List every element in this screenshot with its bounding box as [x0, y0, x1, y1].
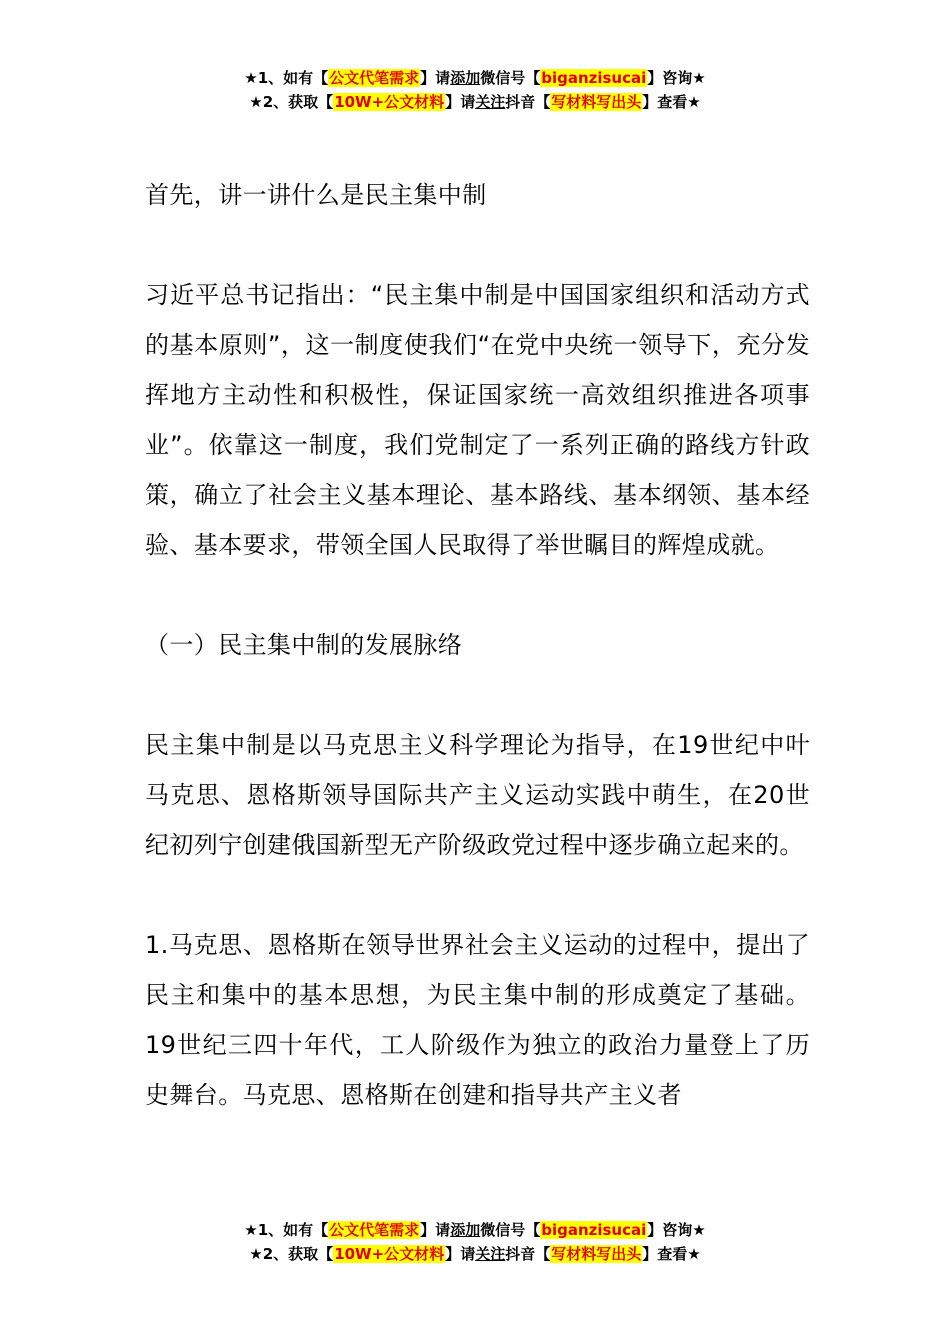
banner-text: 抖音【	[505, 93, 551, 111]
footer-banner	[0, 1218, 950, 1266]
banner-highlight: 10W+公文材料	[334, 1245, 445, 1263]
banner-text: ★2、获取【	[249, 1245, 334, 1263]
banner-highlight: 公文代笔需求	[329, 1221, 420, 1239]
banner-text: ★2、获取【	[249, 93, 334, 111]
banner-highlight: biganzisucai	[541, 69, 647, 87]
banner-text: 】请	[445, 1245, 476, 1263]
banner-highlight: 写材料写出头	[551, 93, 642, 111]
banner-text: 】请	[445, 93, 476, 111]
banner-emphasis: 添加	[450, 69, 481, 87]
paragraph: 1.马克思、恩格斯在领导世界社会主义运动的过程中，提出了民主和集中的基本思想，为民主集中制的形成奠定了基础。19世纪三四十年代，工人阶级作为独立的政治力量登上了历史舞台。马克思、恩格斯在创建和指导共产主义者	[145, 931, 810, 1109]
banner-text: ★1、如有【	[244, 69, 329, 87]
banner-highlight: biganzisucai	[541, 1221, 647, 1239]
document-body	[145, 170, 810, 1170]
banner-line-2	[0, 1242, 950, 1266]
banner-text: 】请	[420, 1221, 451, 1239]
banner-line-1	[0, 66, 950, 90]
paragraph: 民主集中制是以马克思主义科学理论为指导，在19世纪中叶马克思、恩格斯领导国际共产主义运动实践中萌生，在20世纪初列宁创建俄国新型无产阶级政党过程中逐步确立起来的。	[145, 731, 810, 859]
section-heading: 首先，讲一讲什么是民主集中制	[145, 181, 487, 209]
banner-highlight: 写材料写出头	[551, 1245, 642, 1263]
banner-line-2	[0, 90, 950, 114]
banner-emphasis: 关注	[475, 1245, 506, 1263]
banner-text: 微信号【	[480, 1221, 541, 1239]
subsection-heading: （一）民主集中制的发展脉络	[145, 631, 463, 659]
banner-text: 】查看★	[642, 1245, 701, 1263]
banner-highlight: 10W+公文材料	[334, 93, 445, 111]
banner-emphasis: 关注	[475, 93, 506, 111]
banner-highlight: 公文代笔需求	[329, 69, 420, 87]
header-banner	[0, 66, 950, 114]
banner-text: 抖音【	[505, 1245, 551, 1263]
banner-text: 微信号【	[480, 69, 541, 87]
banner-text: 】查看★	[642, 93, 701, 111]
banner-emphasis: 添加	[450, 1221, 481, 1239]
banner-text: ★1、如有【	[244, 1221, 329, 1239]
banner-text: 】咨询★	[647, 69, 706, 87]
banner-text: 】咨询★	[647, 1221, 706, 1239]
banner-line-1	[0, 1218, 950, 1242]
banner-text: 】请	[420, 69, 451, 87]
paragraph: 习近平总书记指出：“民主集中制是中国国家组织和活动方式的基本原则”，这一制度使我们“在党中央统一领导下，充分发挥地方主动性和积极性，保证国家统一高效组织推进各项事业”。依靠这一制度，我们党制定了一系列正确的路线方针政策，确立了社会主义基本理论、基本路线、基本纲领、基本经验、基本要求，带领全国人民取得了举世瞩目的辉煌成就。	[145, 281, 810, 559]
